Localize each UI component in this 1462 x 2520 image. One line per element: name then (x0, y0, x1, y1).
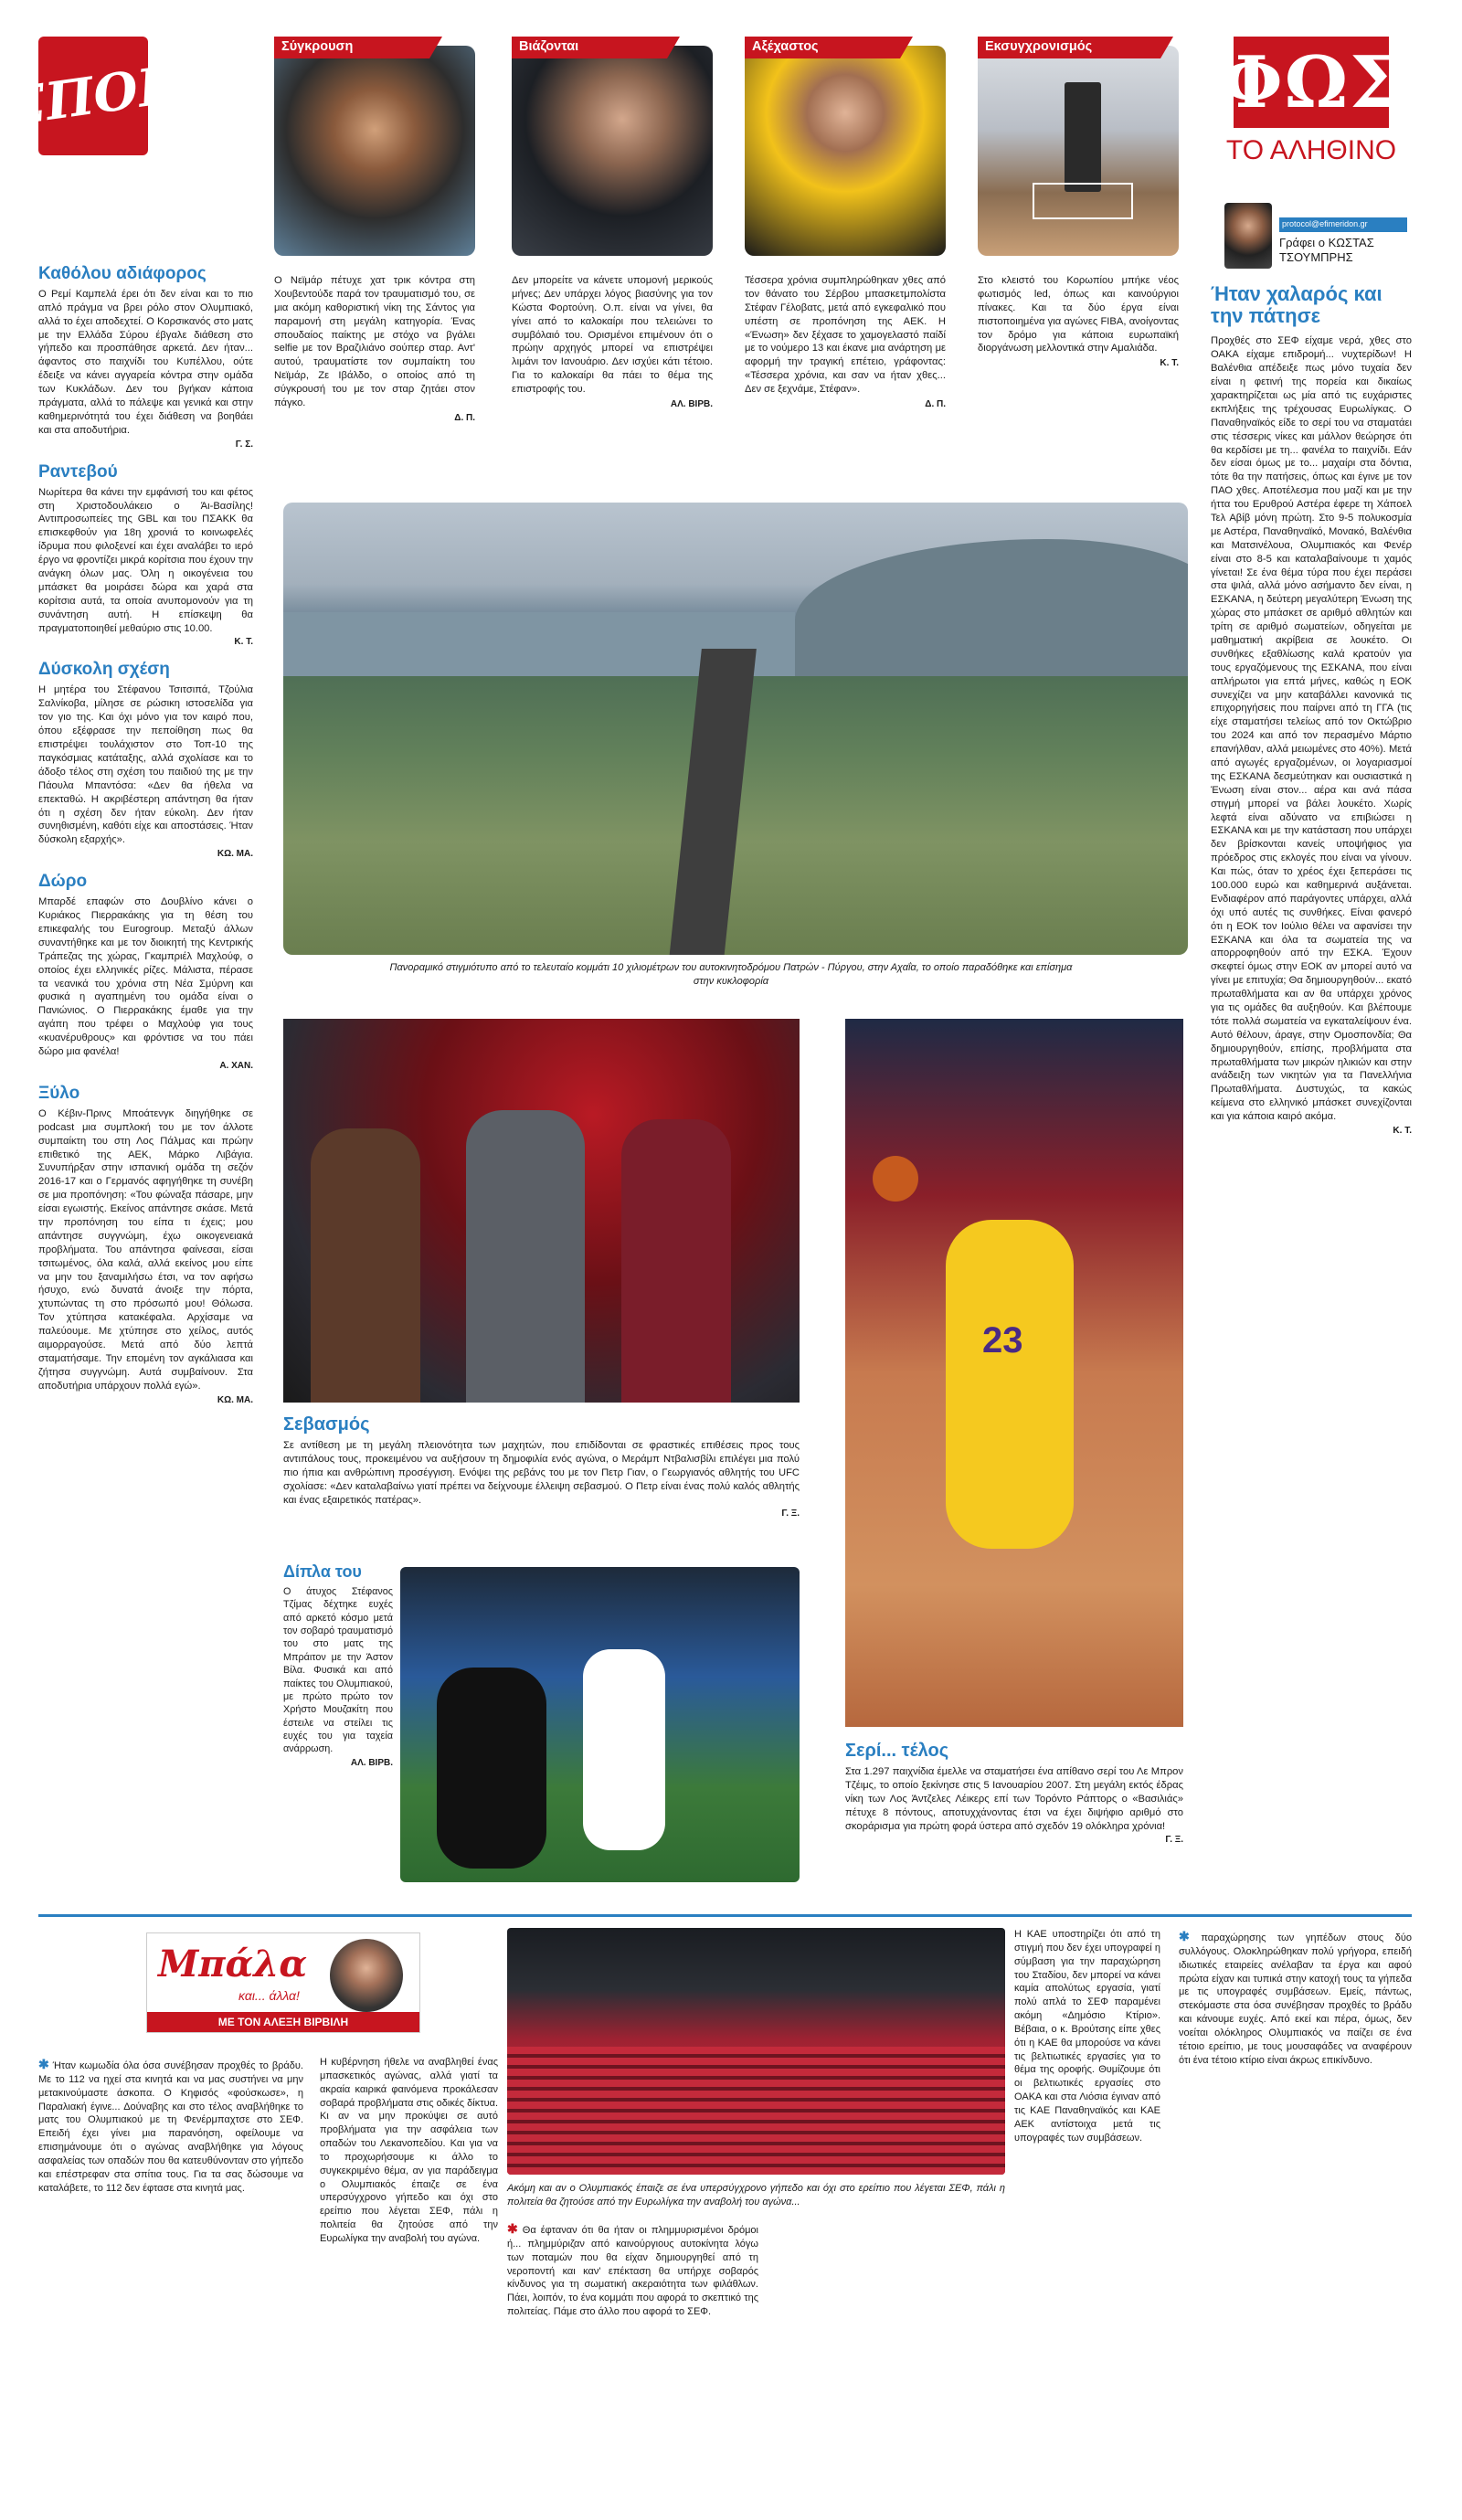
signature: ΚΩ. ΜΑ. (217, 1394, 253, 1405)
signature: Κ. Τ. (234, 637, 253, 648)
brief-heading: Καθόλου αδιάφορος (38, 265, 207, 283)
road-shape (669, 649, 757, 955)
brief-heading: Δώρο (38, 872, 88, 892)
column-text: Η ΚΑΕ υποστηρίζει ότι από τη στιγμή που δεν έχει υπογραφεί η σύμβαση για την παραχώρηση του Σταδίου, δεν μπορεί να κάνει καμία απολύτως εργασία, γιατί πολύ απλά το ΣΕΦ παραμένει ακόμη «Δημόσιο Κτίριο». Βέβαια, ο κ. Βρούτσης είπε χθες ότι η ΚΑΕ θα μπορούσε να κάνει τις βελτιωτικές εργασίες για το θέμα της οροφής. Θυμίζουμε ότι οι βελτιωτικές εργασίες στο ΟΑΚΑ και στα Λιόσια έγιναν από τις ΚΑΕ Παναθηναϊκός και ΚΑΕ ΑΕΚ αντίστοιχα μετά τις υπογραφές των συμβάσεων. (1014, 1929, 1160, 2144)
brief-1 (38, 265, 253, 450)
right-column (1211, 283, 1412, 1905)
column-text: Θα έφταναν ότι θα ήταν οι πλημμυρισμένοι δρόμοι ή... πλημμύριζαν από καινούργιους αυτοκίνητα λόγω των ποταμών που θα είχαν δημιουργηθεί από τη νεροποντή και καν' επέκταση θα υπήρχε σοβαρός κίνδυνος για τη σωματική ακεραιότητα των φιλάθλων. Πάει, λοιπόν, το ένα κομμάτι που αφορά το σκεπτικό της πολιτείας. Πάμε στο άλλο που αφορά το ΣΕΦ. (507, 2225, 758, 2318)
article-gelovac (745, 274, 946, 410)
signature: ΑΛ. ΒΙΡΒ. (670, 399, 713, 410)
signature: Δ. Π. (925, 399, 946, 410)
gelovac-photo (745, 46, 946, 256)
highway-caption: Πανοραμικό στιγμιότυπο από το τελευταίο κομμάτι 10 χιλιομέτρων του αυτοκινητοδρόμου Πατρών - Πύργου, στην Αχαΐα, το οποίο παραδόθηκε και επίσημα στην κυκλοφορία (389, 962, 1073, 987)
signature: Δ. Π. (454, 412, 475, 423)
lebron-photo (845, 1019, 1183, 1727)
brief-text: Η μητέρα του Στέφανου Τσιτσιπά, Τζούλια Σαλνίκοβα, μίλησε σε ρώσικη ιστοσελίδα για τον γιο της. Και όχι μόνο για τον καιρό που, όπου εξέφρασε την πεποίθηση πως θα επιστρέψει τουλάχιστον στο Τοπ-10 της παγκόσμιας κατάταξης, αλλά σχολίασε και το άδοξο τέλος στη σχέση του παιδιού της με την Πάουλα Μπαντόσα: «Δεν θα ήθελα να επεκταθώ. Η ακριβέστερη απάντηση θα ήταν ότι η σχέση δεν ήταν εύκολη. Δεν ήταν συνηθισμένη, καθότι είχε και αποστάσεις. Ήταν δύσκολη εξαρχής». (38, 684, 253, 846)
bottom-col-1 (38, 2056, 303, 2195)
tag-label: Αξέχαστος (752, 39, 819, 54)
tag-sygkrousi (274, 37, 429, 58)
dipla-article (283, 1562, 393, 1768)
ufc-photo (283, 1019, 800, 1403)
brief-text: Ο Κέβιν-Πρινς Μποάτενγκ διηγήθηκε σε podcast μια συμπλοκή του με τον άλλοτε συμπαίκτη του στη Λος Πάλμας και πρώην επιθετικό της ΑΕΚ, Μάρκο Λιβάγια. Συνυπήρξαν στην ισπανική ομάδα τη σεζόν 2016-17 και ο Γερμανός αφηγήθηκε τη συνέβη σε μια προπόνηση: «Του φώναξα πάσαρε, μην είσαι εγωιστής. Εκείνος απάντησε σκάσε. Μετά την προπόνηση του είπα τι έχεις; μου απάντησε συγγνώμη, έχω οικογενειακά προβλήματα. Του απάντησα φαίνεσαι, είσαι τσιτωμένος, όλα καλά, αλλά εκείνος μου είπε να μην του ξαναμιλήσω έτσι, να τον αφήσω ήσυχο, ενώ δυνατά άνοιξε την πόρτα, χτυπώντας τη στο πρόσωπό μου! Θόλωσα. Τον χτύπησα κατακέφαλα. Αρχίσαμε να παλεύουμε. Με χτύπησε στο χείλος, αυτός αιμορραγούσε. Μετά από δύο λεπτά σταματήσαμε. Την επομένη τον αγκάλιασα και ζήτησα συγγνώμη. Αυτά συμβαίνουν. Στα αποδυτήρια υπάρχουν πολλά εγώ». (38, 1107, 253, 1392)
signature: Γ. Ξ. (781, 1509, 800, 1519)
sevasmos-article (283, 1414, 800, 1519)
fos-wordmark: ΦΩΣ (1220, 40, 1403, 124)
tag-label: Βιάζονται (519, 39, 579, 54)
sef-caption: Ακόμη και αν ο Ολυμπιακός έπαιζε σε ένα υπερσύγχρονο γήπεδο και όχι στο ερείπιο που λέγεται ΣΕΦ, πάλι η πολιτεία θα ζητούσε από την Ευρωλίγκα την αναβολή του αγώνα... (507, 2183, 1005, 2208)
brief-3 (38, 660, 253, 859)
bottom-col-5 (1179, 1928, 1412, 2067)
official (466, 1110, 585, 1403)
signature: ΑΛ. ΒΙΡΒ. (350, 1757, 393, 1768)
article-koropi (978, 274, 1179, 370)
article-text: Στα 1.297 παιχνίδια έμελλε να σταματήσει ένα απίθανο σερί του Λε Μπρον Τζέιμς, το οποίο ξεκίνησε στις 5 Ιανουαρίου 2007. Στη μεγάλη εκτός έδρας νίκη των Λος Άντζελες Λέικερς επί των Τορόντο Ράπτορς ο «Βασιλιάς» πέτυχε 8 πόντους, αποτυχχάνοντας έτσι να έχει διψήφιο αριθμό στο σκοράρισμα για πρώτη φορά ύστερα από σχεδόν 19 ολόκληρα χρόνια! (845, 1766, 1183, 1832)
author-avatar (330, 1939, 403, 2012)
banner-title: Μπάλα (158, 1943, 308, 1985)
fortounis-photo (512, 46, 713, 256)
bottom-divider (38, 1914, 1412, 1917)
column-text: Ήταν κωμωδία όλα όσα συνέβησαν προχθές το βράδυ. Με το 112 να ηχεί στα κινητά και να μας συστήνει να μην μετακινούμαστε άσκοπα. Ο Κηφισός «φούσκωσε», η Παραλιακή έγινε... Δούναβης και στο τέλος αναβλήθηκε το ματς του Ολυμπιακού με τη Φενέρμπαχτσε στο ΣΕΦ. Επειδή έχει γίνει μια παρανόηση, οφείλουμε να επισημάνουμε ότι ο αγώνας αναβλήθηκε για λόγους ασφαλείας των οπαδών που θα κατευθύνονταν στο γήπεδο και επέστρεφαν στα σπίτια τους. Για τα σας δώσουμε να καταλάβετε, το 112 δεν έφτασε στα κινητά μας. (38, 2060, 303, 2194)
article-heading: Σερί... τέλος (845, 1741, 949, 1761)
bottom-col-2 (320, 2056, 498, 2246)
arena-photo (978, 46, 1179, 256)
signature: Γ. Σ. (235, 439, 253, 450)
byline: Γράφει ο ΚΩΣΤΑΣ ΤΣΟΥΜΠΡΗΣ (1279, 236, 1374, 265)
tag-viazontai (512, 37, 667, 58)
seats-rows (507, 2047, 1005, 2175)
article-fortounis (512, 274, 713, 410)
article-text: Στο κλειστό του Κορωπίου μπήκε νέος φωτισμός led, όπως και καινούργιοι πίνακες. Και τα δύο έργα είναι πιστοποιημένα για αγώνες FIBA, ανοίγοντας τον δρόμο για κάποια ευρωπαϊκή διοργάνωση μελλοντικά στην Αμαλιάδα. (978, 275, 1179, 355)
tag-axexastos (745, 37, 900, 58)
article-text: Ο άτυχος Στέφανος Τζίμας δέχτηκε ευχές από αρκετό κόσμο μετά τον σοβαρό τραυματισμό του στο ματς της Μπράιτον με την Άστον Βίλα. Φυσικά και από παίκτες του Ολυμπιακού, με πρώτο πρώτο τον Χρήστο Μουζακίτη που έστειλε να στείλει τις ευχές του για ταχεία ανάρρωση. (283, 1586, 393, 1755)
brief-text: Μπαρδέ επαφών στο Δουβλίνο κάνει ο Κυριάκος Πιερρακάκης για τη θέση του επικεφαλής του Eurogroup. Μεταξύ άλλων συναντήθηκε και με τον διοικητή της Κεντρικής Τράπεζας της χώρας, Γκαμπριέλ Μαχλούφ, ο οποίος έχει ελληνικές ρίζες. Μάλιστα, πέρασε τα νεανικά του χρόνια στη Νέα Σμύρνη και φυσικά η αγαπημένη του ομάδα είναι ο Πανιώνιος. Ο Πιερρακάκης έμαθε για την αγάπη που τρέφει ο Μαχλούφ για τους «κυανέρυθρους» και φρόντισε να του πάει δώρο μια φανέλα! (38, 896, 253, 1057)
star-icon: ✱ (38, 2057, 49, 2071)
neymar-photo (274, 46, 475, 256)
signature: Κ. Τ. (1393, 1126, 1412, 1137)
column-text: Η κυβέρνηση ήθελε να αναβληθεί ένας μπασκετικός αγώνας, αλλά γιατί τα ακραία καιρικά φαινόμενα προκάλεσαν σοβαρά προβλήματα στις οδικές δίκτυα. Κι αν να μην προκύψει σε αυτό προβλήματα για την ασφάλεια των οπαδών του Λεκανοπεδίου. Και για να το προχωρήσουμε κι άλλο το συγκεκριμένο θέμα, αν για παράδειγμα ο Ολυμπιακός έπαιζε σε ένα υπερσύγχρονο γήπεδο και όχι στο ερείπιο που λέγεται ΣΕΦ, πάλι η πολιτεία θα ζητούσε από την Ευρωλίγκα την αναβολή του αγώνα. (320, 2057, 498, 2244)
bottom-col-3 (507, 2220, 758, 2319)
author-avatar (1224, 203, 1272, 269)
article-heading: Σεβασμός (283, 1414, 370, 1435)
signature: Α. ΧΑΝ. (219, 1060, 253, 1071)
backboard-icon (1033, 183, 1133, 219)
star-icon: ✱ (507, 2221, 518, 2236)
star-icon: ✱ (1179, 1929, 1190, 1943)
brief-5 (38, 1084, 253, 1405)
article-text: Δεν μπορείτε να κάνετε υπομονή μερικούς μήνες; Δεν υπάρχει λόγος βιασύνης για τον Κώστα Φορτούνη. Ο.π. είναι να γίνει, θα γίνει από το καλοκαίρι που τελειώνει το συμβόλαιό του. Ορισμένοι επιμένουν ότι ο πρώην αρχηγός μπορεί να επιστρέψει λιμάνι τον Ιανουάριο. Δεν ισχύει κάτι τέτοιο. Για το καλοκαίρι θα πάει το θέμα της επιστροφής του. (512, 275, 713, 396)
banner-byline: ΜΕ ΤΟΝ ΑΛΕΞΗ ΒΙΡΒΙΛΗ (147, 2012, 419, 2032)
article-text: Προχθές στο ΣΕΦ είχαμε νερά, χθες στο ΟΑΚΑ είχαμε επιδρομή... νυχτερίδων! Η Βαλένθια απέδειξε πως μόνο τυχαία δεν είναι η φετινή της πορεία και δικαίως χαρακτηρίζεται ως μία από τις ευχάριστες εκπλήξεις της τρέχουσας Ευρωλίγκας. Ο Παναθηναϊκός είδε το σερί του να σταματάει στις τέσσερις νίκες και μάλλον θεώρησε ότι θα κερδίσει με τη... φανέλα το παιχνίδι. Εάν δεν είσαι όμως με το... μαχαίρι στα δόντια, τότε θα την πατήσεις, όπως και έγινε με τον ΠΑΟ χθες. Αποτέλεσμα που μαζί και με την ήττα του Ερυθρού Αστέρα έφερε τη Χάποελ Τελ Αβίβ μόνη πρώτη. Στο 9-5 πολυκοσμία με Αστέρα, Παναθηναϊκό, Μονακό, Βαλένθια και Ματσινέλουα, Ολυμπιακός και Φενέρ είναι στο 8-5 και καταλαβαίνουμε τι χαμός γίνεται! Σε ένα θέμα τύρα που έχει περάσει στα ψιλά, αλλά μόνο ασήμαντο δεν είναι, η ΕΣΚΑΝΑ, η δεύτερη μεγαλύτερη Ένωση της χώρας στο μπάσκετ σε αριθμό αθλητών και τρίτη σε αριθμό σωματείων, οδηγείται με μαθηματική ακρίβεια σε λουκέτο. Οι συνθήκες εξαθλίωσης καλά κρατούν για τους εργαζόμενους της ΕΣΚΑΝΑ, που είναι απλήρωτοι για επτά μήνες, καθώς η ΕΟΚ συνεχίζει να μην καταβάλλει κανονικά τις επιχορηγήσεις που παίρνει από τη ΓΓΑ (τις είχε σταματήσει τελείως από τον Οκτώβριο του 2024 και από τον περασμένο Μάρτιο επανήλθαν, αλλά μειωμένες στο 40%). Μετά από αγωγές εργαζομένων, οι λογαριασμοί της ΕΣΚΑΝΑ δεσμεύτηκαν και ουσιαστικά η Ένωση είναι στον... αέρα και ανά πάσα στιγμή μπορεί να βάλει λουκέτο. Χωρίς λεφτά είναι αδύνατο να επιβιώσει η ΕΣΚΑΝΑ και με την κατάσταση που υπάρχει δεν βρίσκονται κανείς υποψήφιος για πρόεδρος στις εκλογές που είναι να γίνουν. Και πώς, όταν το χρέος έχει ξεπεράσει τις 100.000 ευρώ και καθημερινά αυξάνεται. Ενδιαφέρον από παράγοντες υπάρχει, αλλά όχι υπό αυτές τις συνθήκες. Είναι φανερό ότι η ΕΟΚ τον Ιούλιο θέλει να αφανίσει την ΕΣΚΑΝΑ και όλα τα σωματεία της να απορροφηθούν από την ΕΣΚΑ. Έχουν σκεφτεί όμως στην ΕΟΚ αν μπορεί αυτό να γίνει με επιτυχία; Θα δημιουργηθούν... εκατό πρωταθλήματα και αν θα υπάρχει χρόνος για τις ομάδες θα αυξηθούν. Και βλέπουμε τότε πολλά σωματεία να εγκαταλείψουν ένα. Αυτό θέλουν, άραγε, στην Ομοσπονδία; Θα δημιουργηθούν, επίσης, προβλήματα στα πρωταθλήματα των μικρών ηλικιών και στην ανάδειξη των νικητών για τα Πανελλήνια Πρωταθλήματα. Δυστυχώς, τα κακώς κείμενα στο ελληνικό μπάσκετ συνεχίζονται και για κάποια καιρό ακόμα. (1211, 335, 1412, 1123)
mpala-banner (146, 1932, 420, 2033)
banner-subtitle: και... άλλα! (238, 1988, 300, 2003)
player-injured (583, 1649, 665, 1850)
brief-heading: Ξύλο (38, 1083, 80, 1103)
brief-4 (38, 872, 253, 1071)
alithino: ΤΟ ΑΛΗΘΙΝΟ (1225, 135, 1397, 165)
article-text: Ο Νεϊμάρ πέτυχε χατ τρικ κόντρα στη Χουβεντούδε παρά τον τραυματισμό του, σε μια ακόμη καθοριστική νίκη της Σάντος για παραμονή στη μεγάλη κατηγορία. Ένας σπουδαίος παίκτης με στόχο να βγάλει selfie με τον Βραζιλιάνο σούπερ σταρ. Αντ' αυτού, τραυματίστε τον συμπαίκτη του Νεϊμάρ, Ζε Ιβάλδο, ο οποίος από τη σύγκρουσή του με τον σταρ ζητάει στον πάγκο. (274, 275, 475, 409)
article-neymar (274, 274, 475, 424)
brief-heading: Ραντεβού (38, 461, 118, 482)
article-heading: Δίπλα του (283, 1562, 362, 1581)
mountain-shape (795, 539, 1188, 676)
sef-photo (507, 1928, 1005, 2175)
medic (437, 1668, 546, 1869)
article-text: Σε αντίθεση με τη μεγάλη πλειονότητα των μαχητών, που επιδίδονται σε φραστικές επιθέσεις προς τους αντιπάλους τους, προκειμένου να αυξήσουν τη δημοφιλία ενός αγώνα, ο Μεράμπ Ντβαλισβίλι επιλέγει μια πολύ πιο ήπια και ανθρώπινη προσέγγιση. Ενόψει της ρεβάνς του με τον Πετρ Γιαν, ο Γεωργιανός αθλητής του UFC σχολίασε: «Δεν καταλαβαίνω γιατί πρέπει να δείχνουμε έλλειψη σεβασμού. Ο Πετρ είναι ένας πολύ καλός αθλητής και ένας εξαιρετικός πατέρας». (283, 1440, 800, 1506)
signature: Γ. Ξ. (1165, 1835, 1183, 1846)
tzimas-photo (400, 1567, 800, 1882)
brief-text: Ο Ρεμί Καμπελά έρει ότι δεν είναι και το πιο απλό πράγμα να βρει ρόλο στον Ολυμπιακό, αλλά το έχει αποδεχτεί. Ο Κορσικανός στο ματς με την Ελλάδα Σύρου έβγαλε διάθεση στο γήπεδο και προσπάθησε αρκετά. Δεν ήταν... άφαντος στο παιχνίδι του Κυπέλλου, ούτε έδειξε να κάνει αγγαρεία κόντρα στην ομάδα των Κυκλάδων. Δεν του βγήκαν κάποια πράγματα, αλλά το πάλεψε και γενικά και στην καθημερινότητά του έχει διάθεση να βοηθάει και στα αποδυτήρια. (38, 288, 253, 436)
column-text: παραχώρησης των γηπέδων στους δύο συλλόγους. Ολοκληρώθηκαν πολύ γρήγορα, επειδή ιδιωτικές εταιρείες ανέλαβαν τα έργα και αφού πρώτα είχαν και τυπικά στην κατοχή τους τα γήπεδα με τις υπογραφές συμβάσεων. Εμείς, πάντως, στεκόμαστε στα όσα συνέβησαν προχθές το βράδυ και κάνουμε ευχές. Από εκεί και πέρα, όμως, δεν νοείται ολόκληρος Ολυμπιακός να παίζει σε ένα τέτοιο ερείπιο, με τους μουσαφάδες να αναφέρουν ότι ένα τέτοιο κτίριο είναι άκρως επικίνδυνο. (1179, 1932, 1412, 2066)
signature: Κ. Τ. (1160, 358, 1179, 369)
player-body (946, 1220, 1074, 1549)
email-bar: protocol@efimeridon.gr (1279, 217, 1407, 232)
brief-text: Νωρίτερα θα κάνει την εμφάνισή του και φέτος στη Χριστοδουλάκειο ο Άι-Βασίλης! Αντιπροσωπείες της GBL και του ΠΣΑΚΚ θα επισκεφθούν για 18η χρονιά το κοινωφελές ίδρυμα που φιλοξενεί και έχει αναλάβει το ιερό έργο να φροντίζει μικρά κορίτσια που έχουν την ανάγκη όλων μας. Όλη η οικογένεια του μπάσκετ θα μοιράσει δώρα και χαρά στα κορίτσια αυτά, τα οποία ανυπομονούν για τη συνάντηση αυτή. Η επίσκεψη θα πραγματοποιηθεί μεθαύριο στις 10.00. (38, 486, 253, 634)
brief-heading: Δύσκολη σχέση (38, 660, 170, 680)
fighter-left (311, 1128, 420, 1403)
left-column (38, 265, 253, 1910)
fighter-right (621, 1119, 731, 1403)
bottom-col-4 (1014, 1928, 1160, 2145)
jersey-number: 23 (982, 1320, 1023, 1361)
fos-logo (1220, 37, 1403, 128)
seri-article (845, 1741, 1183, 1845)
section-title: ΣΠΟΡ (5, 54, 181, 138)
basketball-icon (873, 1156, 918, 1202)
article-text: Τέσσερα χρόνια συμπληρώθηκαν χθες από τον θάνατο του Σέρβου μπασκετμπολίστα Στέφαν Γέλοβατς, μετά από εγκεφαλικό που υπέστη σε προπόνηση της ΑΕΚ. Η «Ένωση» δεν ξέχασε το χαμογελαστό παίδί με το νούμερο 13 και έκανε μια ανάρτηση με αφορμή την τραγική επέτειο, γράφοντας: «Τέσσερα χρόνια, και σαν να ήταν χθες... Δεν σε ξεχνάμε, Στέφαν». (745, 275, 946, 396)
scoreboard-icon (1065, 82, 1101, 192)
highway-photo (283, 503, 1188, 955)
article-heading: Ήταν χαλαρός και την πάτησε (1211, 283, 1383, 328)
tag-label: Εκσυγχρονισμός (985, 39, 1093, 54)
signature: ΚΩ. ΜΑ. (217, 849, 253, 860)
tag-eksygxronismos (978, 37, 1160, 58)
brief-2 (38, 462, 253, 648)
sport-logo (5, 37, 181, 155)
tag-label: Σύγκρουση (281, 39, 354, 54)
